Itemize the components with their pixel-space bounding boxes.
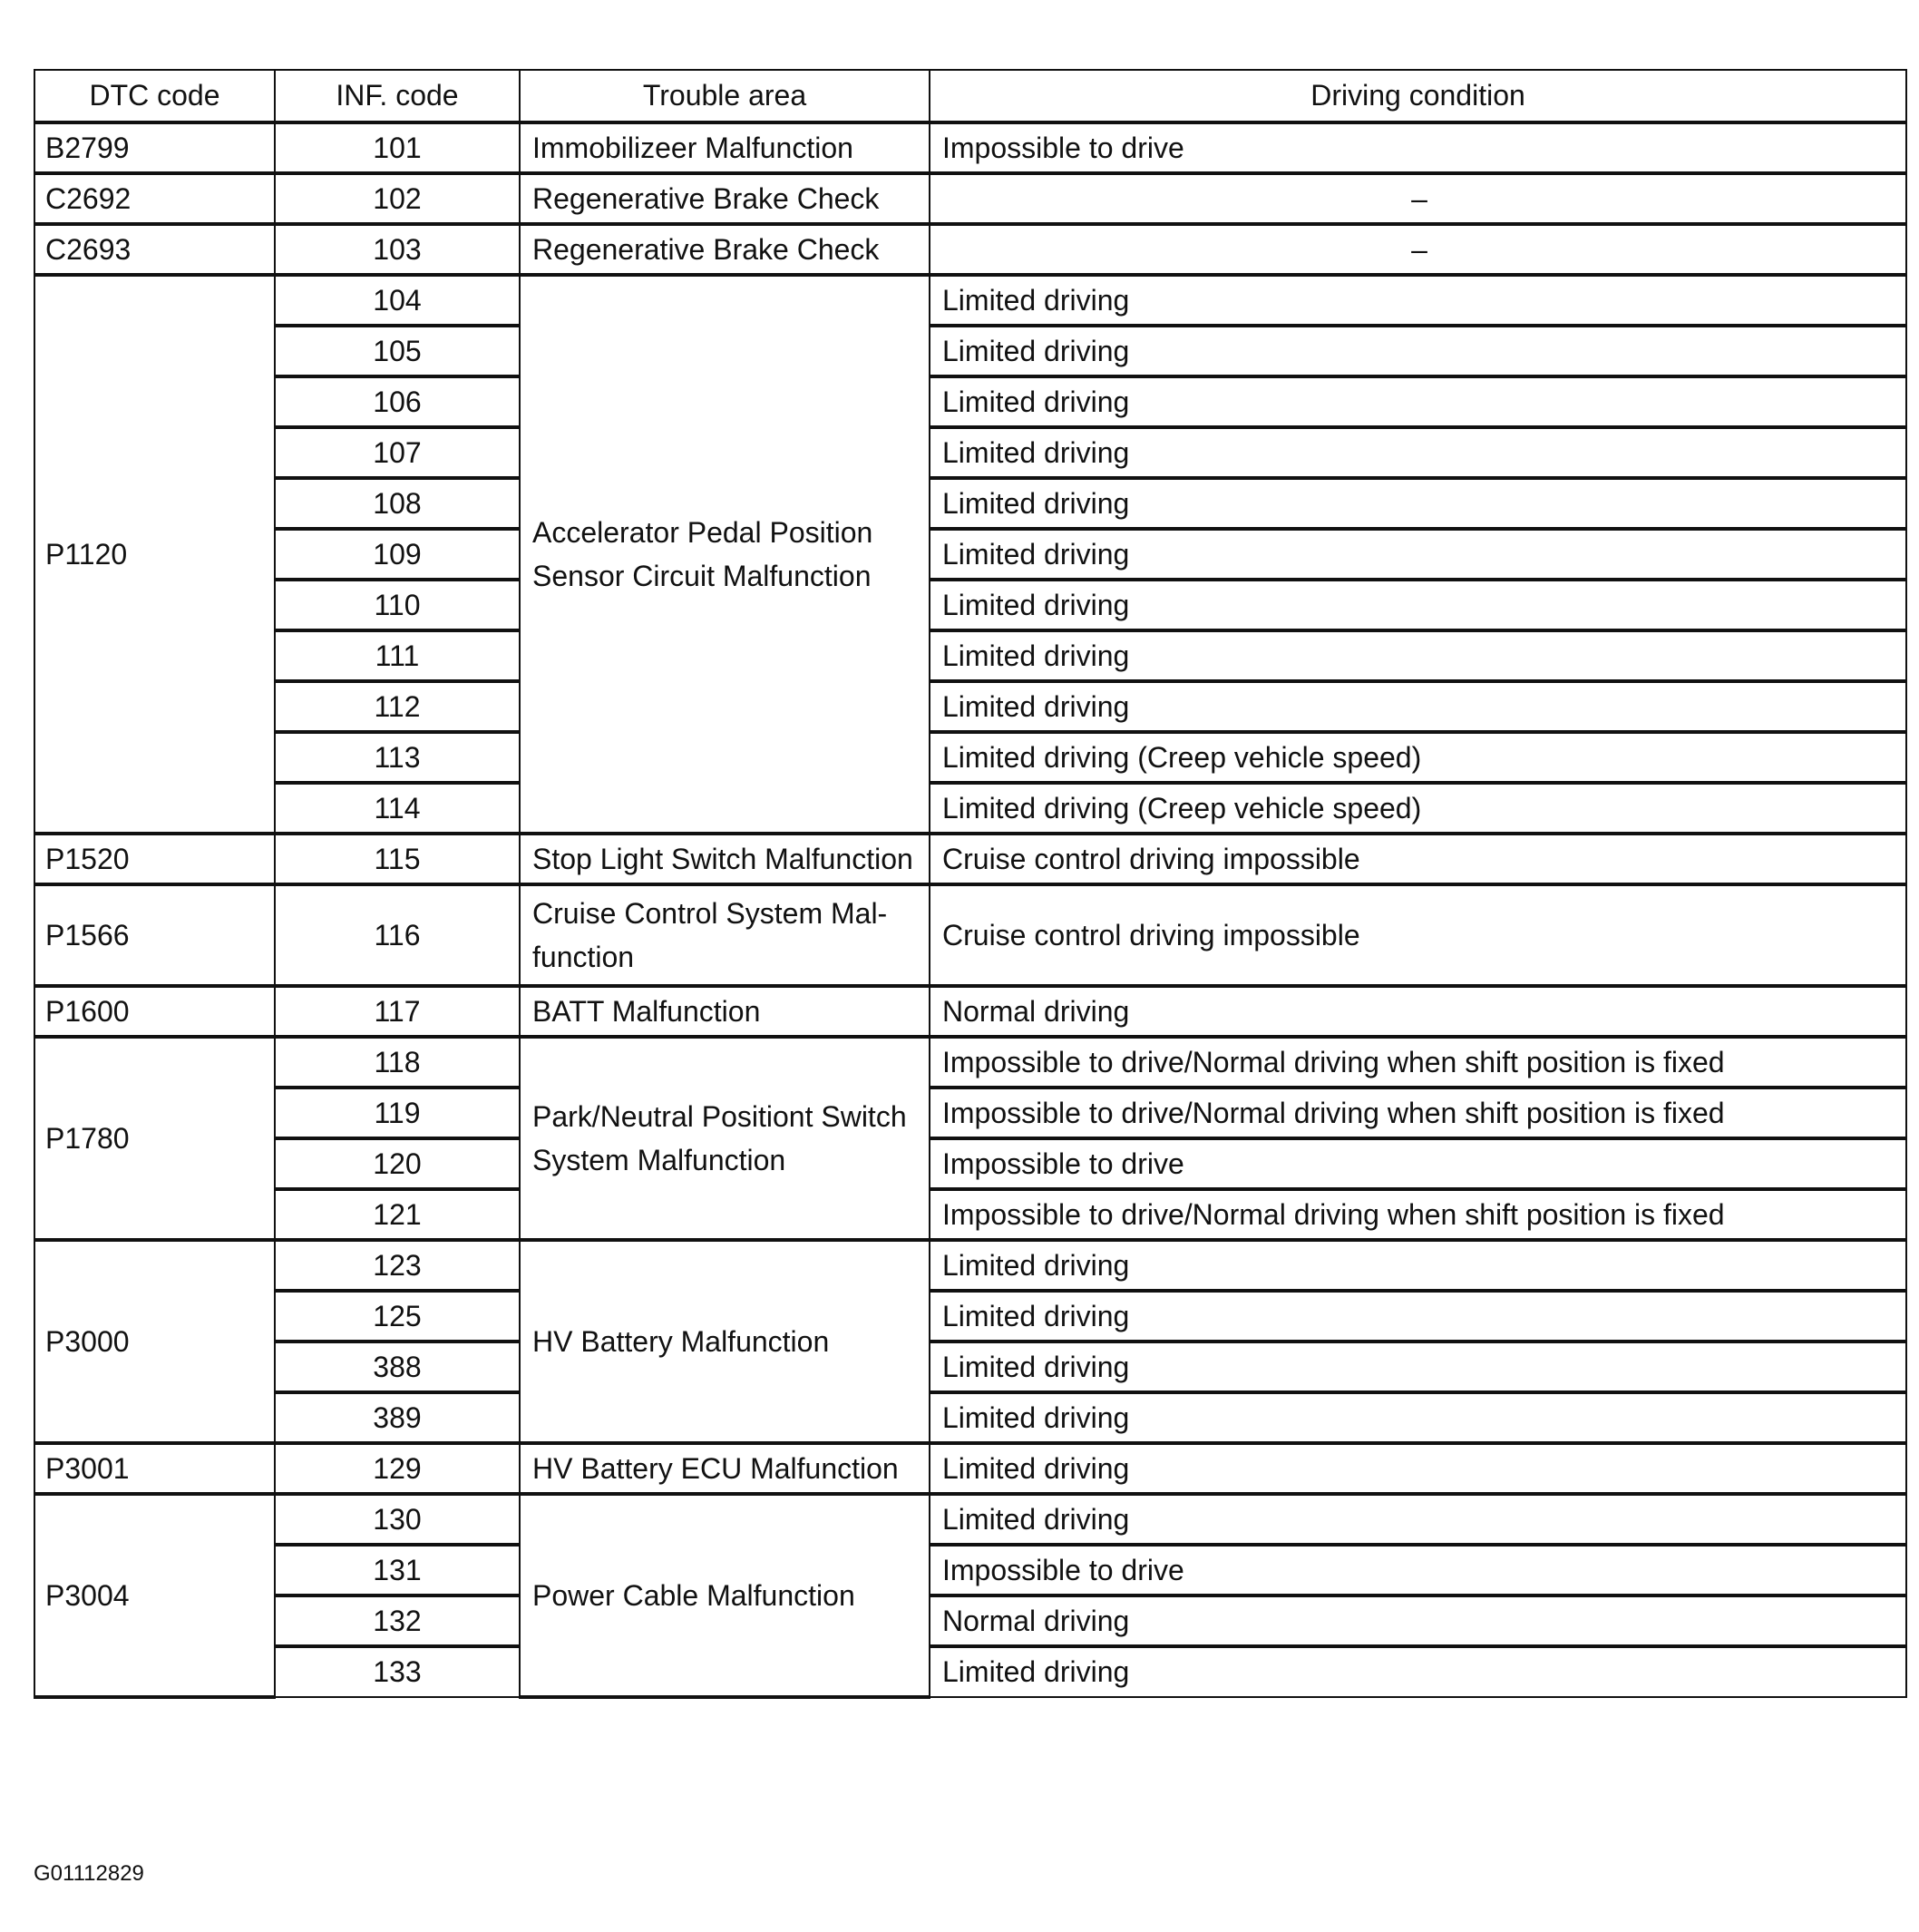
driving-condition-cell: Impossible to drive: [930, 122, 1906, 173]
inf-code-cell: 113: [275, 732, 520, 783]
driving-condition-cell: Cruise control driving impossible: [930, 834, 1906, 884]
table-row: [34, 1240, 1906, 1291]
table-row: [34, 1595, 1906, 1646]
table-row: [34, 1342, 1906, 1392]
inf-code-cell: 109: [275, 529, 520, 580]
inf-code-cell: 115: [275, 834, 520, 884]
table-row: [34, 580, 1906, 630]
table-row: [34, 275, 1906, 326]
inf-code-cell: 114: [275, 783, 520, 834]
driving-condition-cell: Normal driving: [930, 1595, 1906, 1646]
table-row: [34, 884, 1906, 986]
driving-condition-cell: Impossible to drive/Normal driving when shift position is fixed: [930, 1189, 1906, 1240]
table-header-row: [34, 70, 1906, 122]
trouble-area-cell: Accelerator Pedal Position Sensor Circuit Malfunction: [520, 275, 930, 834]
table-row: [34, 1545, 1906, 1595]
driving-condition-cell: Limited driving: [930, 1443, 1906, 1494]
driving-condition-cell: Limited driving: [930, 1392, 1906, 1443]
inf-code-cell: 111: [275, 630, 520, 681]
table-row: [34, 732, 1906, 783]
dtc-code-cell: P1600: [34, 986, 275, 1037]
inf-code-cell: 133: [275, 1646, 520, 1697]
driving-condition-cell: Impossible to drive/Normal driving when shift position is fixed: [930, 1088, 1906, 1138]
trouble-area-cell: Park/Neutral Positiont Switch System Malfunction: [520, 1037, 930, 1240]
table-row: [34, 326, 1906, 376]
inf-code-cell: 110: [275, 580, 520, 630]
dtc-code-cell: P3000: [34, 1240, 275, 1443]
table-row: [34, 173, 1906, 224]
header-dtc-code: DTC code: [34, 70, 275, 122]
header-inf-code: INF. code: [275, 70, 520, 122]
table-row: [34, 1189, 1906, 1240]
dtc-code-cell: P1780: [34, 1037, 275, 1240]
inf-code-cell: 132: [275, 1595, 520, 1646]
table-row: [34, 1443, 1906, 1494]
trouble-area-cell: Power Cable Malfunction: [520, 1494, 930, 1697]
trouble-area-cell: Regenerative Brake Check: [520, 224, 930, 275]
inf-code-cell: 106: [275, 376, 520, 427]
dtc-code-cell: P3004: [34, 1494, 275, 1697]
dtc-code-cell: C2692: [34, 173, 275, 224]
inf-code-cell: 389: [275, 1392, 520, 1443]
dtc-code-cell: P3001: [34, 1443, 275, 1494]
inf-code-cell: 107: [275, 427, 520, 478]
inf-code-cell: 116: [275, 884, 520, 986]
driving-condition-cell: Limited driving: [930, 1240, 1906, 1291]
table-row: [34, 681, 1906, 732]
table-row: [34, 376, 1906, 427]
driving-condition-cell: Cruise control driving impossible: [930, 884, 1906, 986]
inf-code-cell: 120: [275, 1138, 520, 1189]
driving-condition-cell: Limited driving: [930, 376, 1906, 427]
driving-condition-cell: –: [930, 224, 1906, 275]
table-row: [34, 1037, 1906, 1088]
table-row: [34, 1494, 1906, 1545]
dtc-code-cell: P1566: [34, 884, 275, 986]
dtc-table: [34, 69, 1907, 1699]
table-row: [34, 1088, 1906, 1138]
trouble-area-cell: BATT Malfunction: [520, 986, 930, 1037]
table-row: [34, 529, 1906, 580]
driving-condition-cell: Limited driving (Creep vehicle speed): [930, 783, 1906, 834]
dtc-code-cell: P1120: [34, 275, 275, 834]
driving-condition-cell: Limited driving (Creep vehicle speed): [930, 732, 1906, 783]
dtc-code-cell: B2799: [34, 122, 275, 173]
table-row: [34, 1291, 1906, 1342]
driving-condition-cell: Limited driving: [930, 326, 1906, 376]
inf-code-cell: 112: [275, 681, 520, 732]
driving-condition-cell: Limited driving: [930, 275, 1906, 326]
figure-id: G01112829: [34, 1861, 144, 1886]
table-row: [34, 1138, 1906, 1189]
driving-condition-cell: Limited driving: [930, 1342, 1906, 1392]
inf-code-cell: 105: [275, 326, 520, 376]
table-row: [34, 1392, 1906, 1443]
driving-condition-cell: Limited driving: [930, 1291, 1906, 1342]
driving-condition-cell: Impossible to drive/Normal driving when shift position is fixed: [930, 1037, 1906, 1088]
driving-condition-cell: Limited driving: [930, 580, 1906, 630]
inf-code-cell: 118: [275, 1037, 520, 1088]
dtc-code-cell: C2693: [34, 224, 275, 275]
driving-condition-cell: Impossible to drive: [930, 1138, 1906, 1189]
table-row: [34, 427, 1906, 478]
trouble-area-cell: HV Battery ECU Malfunction: [520, 1443, 930, 1494]
inf-code-cell: 129: [275, 1443, 520, 1494]
driving-condition-cell: Limited driving: [930, 427, 1906, 478]
inf-code-cell: 131: [275, 1545, 520, 1595]
driving-condition-cell: Impossible to drive: [930, 1545, 1906, 1595]
trouble-area-cell: Stop Light Switch Malfunction: [520, 834, 930, 884]
trouble-area-cell: Immobilizeer Malfunction: [520, 122, 930, 173]
driving-condition-cell: Limited driving: [930, 529, 1906, 580]
inf-code-cell: 103: [275, 224, 520, 275]
table-row: [34, 122, 1906, 173]
driving-condition-cell: Limited driving: [930, 1646, 1906, 1697]
table-row: [34, 834, 1906, 884]
inf-code-cell: 108: [275, 478, 520, 529]
driving-condition-cell: Limited driving: [930, 1494, 1906, 1545]
header-driving-condition: Driving condition: [930, 70, 1906, 122]
driving-condition-cell: Limited driving: [930, 478, 1906, 529]
inf-code-cell: 121: [275, 1189, 520, 1240]
inf-code-cell: 388: [275, 1342, 520, 1392]
trouble-area-cell: HV Battery Malfunction: [520, 1240, 930, 1443]
inf-code-cell: 123: [275, 1240, 520, 1291]
inf-code-cell: 117: [275, 986, 520, 1037]
inf-code-cell: 130: [275, 1494, 520, 1545]
trouble-area-cell: Cruise Control System Mal-function: [520, 884, 930, 986]
table-row: [34, 783, 1906, 834]
inf-code-cell: 101: [275, 122, 520, 173]
inf-code-cell: 104: [275, 275, 520, 326]
inf-code-cell: 102: [275, 173, 520, 224]
table-row: [34, 1646, 1906, 1697]
table-row: [34, 478, 1906, 529]
driving-condition-cell: Limited driving: [930, 681, 1906, 732]
inf-code-cell: 119: [275, 1088, 520, 1138]
trouble-area-cell: Regenerative Brake Check: [520, 173, 930, 224]
table-row: [34, 986, 1906, 1037]
table-row: [34, 224, 1906, 275]
driving-condition-cell: –: [930, 173, 1906, 224]
driving-condition-cell: Normal driving: [930, 986, 1906, 1037]
dtc-code-cell: P1520: [34, 834, 275, 884]
header-trouble-area: Trouble area: [520, 70, 930, 122]
inf-code-cell: 125: [275, 1291, 520, 1342]
driving-condition-cell: Limited driving: [930, 630, 1906, 681]
table-row: [34, 630, 1906, 681]
